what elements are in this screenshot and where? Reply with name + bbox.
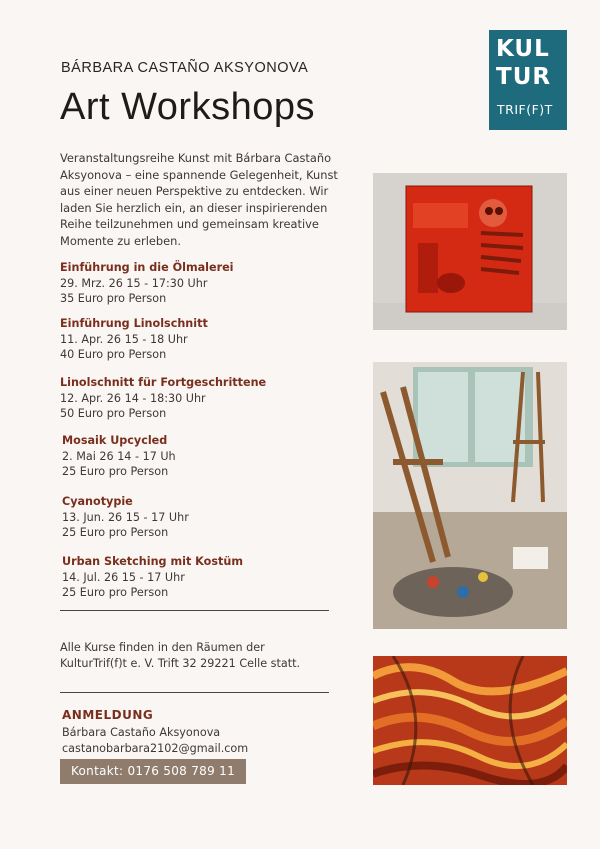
course-name: Mosaik Upcycled (62, 434, 168, 447)
painting-photo (373, 173, 567, 330)
course-item (60, 375, 266, 422)
course-date: 13. Jun. 26 15 - 17 Uhr (62, 510, 189, 524)
course-name: Einführung Linolschnitt (60, 317, 208, 330)
course-price: 35 Euro pro Person (60, 292, 167, 305)
registration-heading: ANMELDUNG (62, 708, 154, 722)
kulturtrifft-logo (489, 30, 567, 130)
course-price: 25 Euro pro Person (62, 526, 169, 539)
course-price: 25 Euro pro Person (62, 465, 169, 478)
divider (60, 692, 329, 693)
logo-line-1: KUL (496, 36, 550, 62)
registration-name: Bárbara Castaño Aksyonova (62, 726, 221, 739)
page-title: Art Workshops (60, 86, 315, 128)
course-item (60, 316, 208, 363)
course-item (62, 494, 189, 541)
course-price: 50 Euro pro Person (60, 407, 167, 420)
course-name: Einführung in die Ölmalerei (60, 261, 234, 274)
registration-email[interactable]: castanobarbara2102@gmail.com (62, 742, 249, 755)
venue-text: Alle Kurse finden in den Räumen der KulturTrif(f)t e. V. Trift 32 29221 Celle statt. (60, 641, 301, 670)
texture-image (373, 656, 567, 785)
logo-line-2: TUR (496, 64, 552, 90)
studio-image (373, 362, 567, 629)
course-item (62, 433, 176, 480)
course-date: 11. Apr. 26 15 - 18 Uhr (60, 332, 188, 346)
course-item (62, 554, 243, 601)
texture-photo (373, 656, 567, 785)
course-name: Linolschnitt für Fortgeschrittene (60, 376, 267, 389)
artist-name: BÁRBARA CASTAÑO AKSYONOVA (61, 60, 309, 76)
intro-text: Veranstaltungsreihe Kunst mit Bárbara Castaño Aksyonova – eine spannende Gelegenheit, Kunst aus einer neuen Perspektive zu entdecken. Wir laden Sie herzlich ein, an dieser inspirierenden Reihe teilzunehmen und gemeinsam kreative Momente zu erleben. (60, 151, 338, 248)
course-date: 12. Apr. 26 14 - 18:30 Uhr (60, 391, 206, 405)
contact-button[interactable]: Kontakt: 0176 508 789 11 (60, 759, 246, 784)
logo-line-3: TRIF(F)T (497, 102, 553, 117)
course-name: Urban Sketching mit Kostüm (62, 555, 243, 568)
course-price: 25 Euro pro Person (62, 586, 169, 599)
course-price: 40 Euro pro Person (60, 348, 167, 361)
painting-image (373, 173, 567, 330)
course-name: Cyanotypie (62, 495, 133, 508)
course-item (60, 260, 234, 307)
studio-photo (373, 362, 567, 629)
divider (60, 610, 329, 611)
course-date: 2. Mai 26 14 - 17 Uh (62, 449, 176, 463)
course-date: 29. Mrz. 26 15 - 17:30 Uhr (60, 276, 208, 290)
course-date: 14. Jul. 26 15 - 17 Uhr (62, 570, 185, 584)
